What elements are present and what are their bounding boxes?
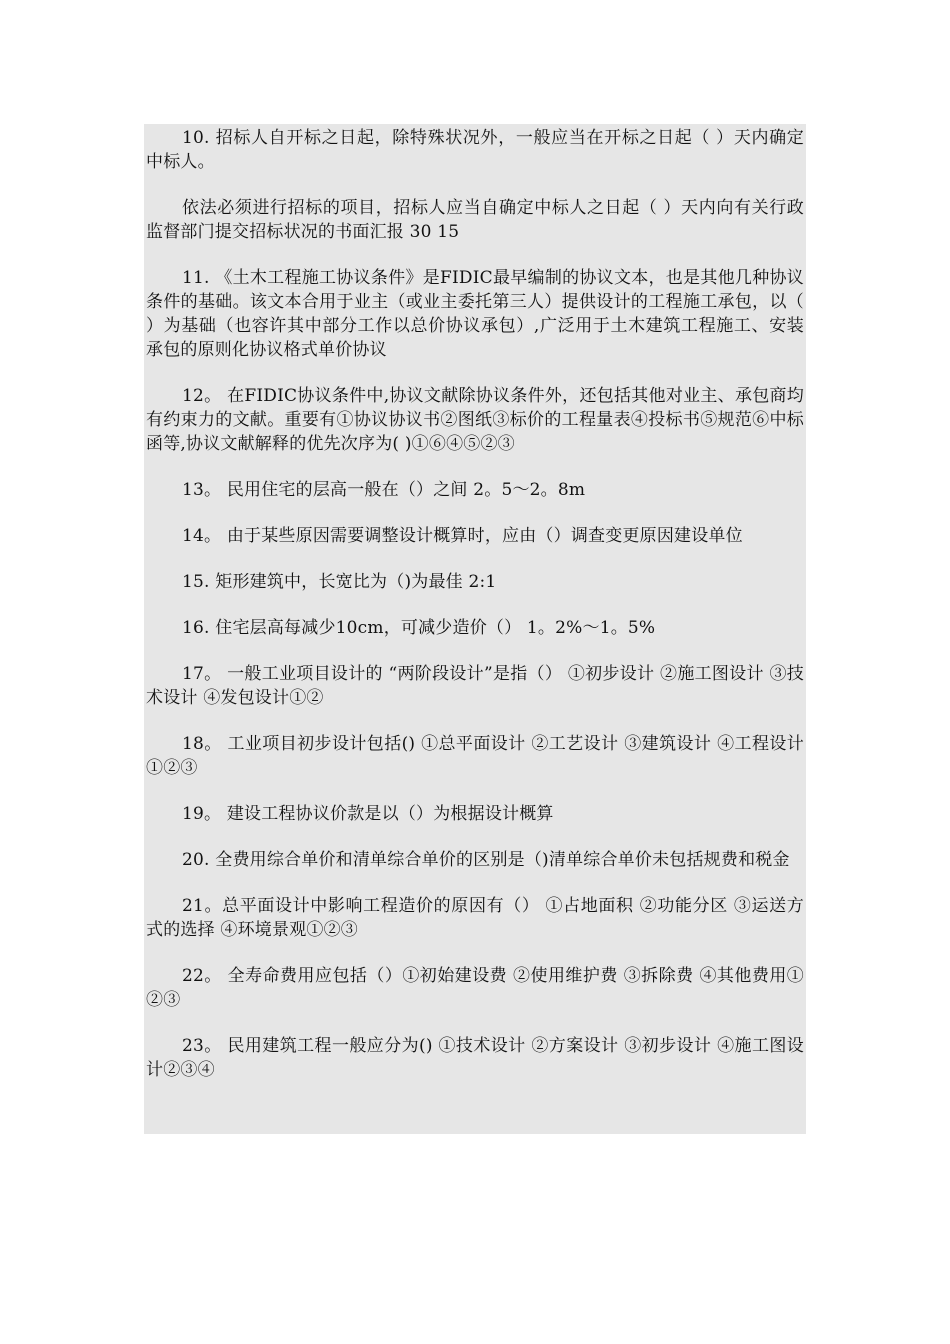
paragraph-q20: 20. 全费用综合单价和清单综合单价的区别是（)清单综合单价未包括规费和税金: [182, 850, 790, 870]
question-text-block: [144, 124, 806, 1134]
paragraph-q10: 10. 招标人自开标之日起，除特殊状况外，一般应当在开标之日起（ ）天内确定中标人。: [146, 128, 804, 172]
paragraph-q23: 23。 民用建筑工程一般应分为() ①技术设计 ②方案设计 ③初步设计 ④施工图设计②③④: [146, 1036, 804, 1080]
paragraph-q19: 19。 建设工程协议价款是以（）为根据设计概算: [182, 804, 554, 824]
paragraph-q18: 18。 工业项目初步设计包括() ①总平面设计 ②工艺设计 ③建筑设计 ④工程设计①②③: [146, 734, 804, 778]
paragraph-q15: 15. 矩形建筑中，长宽比为（)为最佳 2:1: [182, 572, 497, 592]
paragraph-q10-followup: 依法必须进行招标的项目，招标人应当自确定中标人之日起（ ）天内向有关行政监督部门提交招标状况的书面汇报 30 15: [146, 198, 804, 242]
paragraph-q12: 12。 在FIDIC协议条件中,协议文献除协议条件外，还包括其他对业主、承包商均有约束力的文献。重要有①协议协议书②图纸③标价的工程量表④投标书⑤规范⑥中标函等,协议文献解释的优先次序为( )①⑥④⑤②③: [146, 386, 804, 454]
paragraph-q14: 14。 由于某些原因需要调整设计概算时，应由（）调查变更原因建设单位: [182, 526, 743, 546]
paragraph-q11: 11. 《土木工程施工协议条件》是FIDIC最早编制的协议文本，也是其他几种协议条件的基础。该文本合用于业主（或业主委托第三人）提供设计的工程施工承包，以（ ）为基础（也容许其中部分工作以总价协议承包）,广泛用于土木建筑工程施工、安装承包的原则化协议格式单价协议: [146, 268, 804, 360]
paragraph-q22: 22。 全寿命费用应包括（）①初始建设费 ②使用维护费 ③拆除费 ④其他费用①②③: [146, 966, 804, 1010]
paragraph-q13: 13。 民用住宅的层高一般在（）之间 2。5～2。8m: [182, 480, 586, 500]
paragraph-q17: 17。 一般工业项目设计的 “两阶段设计”是指（） ①初步设计 ②施工图设计 ③技术设计 ④发包设计①②: [146, 664, 804, 708]
paragraph-q16: 16. 住宅层高每减少10cm，可减少造价（） 1。2%～1。5%: [182, 618, 656, 638]
paragraph-q21: 21。总平面设计中影响工程造价的原因有（） ①占地面积 ②功能分区 ③运送方式的选择 ④环境景观①②③: [146, 896, 804, 940]
